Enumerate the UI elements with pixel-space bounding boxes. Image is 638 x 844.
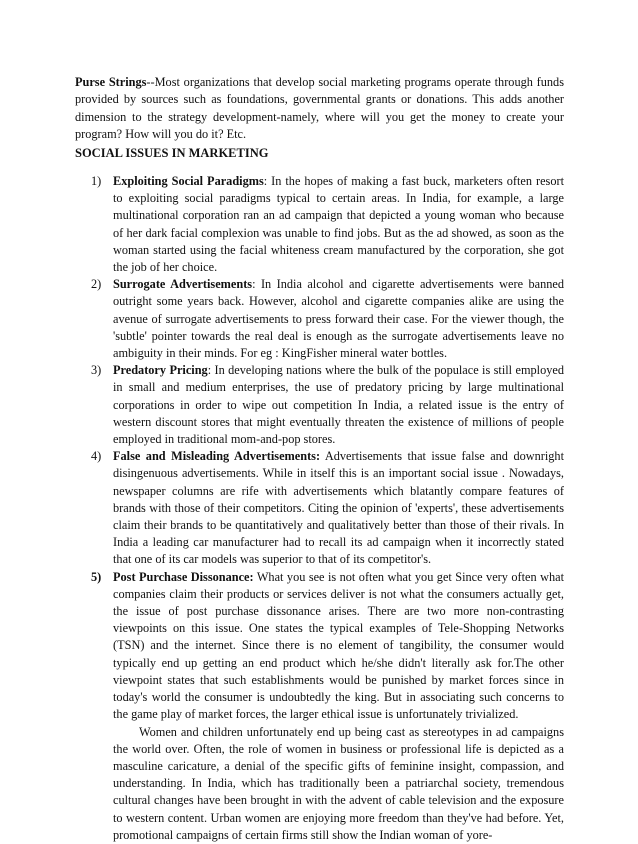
issue-item-4 (75, 448, 564, 568)
issue-continuation-paragraph: Women and children unfortunately end up being cast as stereotypes in ad campaigns the world over. Often, the role of women in business or professional life is depicted as a masculine caricature, a denial of the specific gifts of feminine insight, compassion, and understanding. In India, which has traditionally been a patriarchal society, tremendous cultural changes have been brought in with the advent of cable television and the exposure to western content. Urban women are enjoying more freedom than they've had before. Yet, promotional campaigns of certain firms still show the Indian woman of yore- (113, 724, 564, 842)
issue-title: Exploiting Social Paradigms (113, 174, 264, 188)
issue-number: 5) (91, 569, 102, 584)
issue-title: Post Purchase Dissonance: (113, 569, 254, 584)
issue-title: Predatory Pricing (113, 363, 208, 378)
issue-text: What you see is not often what you get Since very often what companies claim their products or services deliver is not what the consumers actually get, the issue of post purchase dissonance arises. There are two more non-contrasting viewpoints on this issue. One states the typical examples of Tele-Shopping Networks (TSN) and the internet. Since there is no element of tangibility, the consumer would typically end up getting an end product which he/she didn't literally ask for.The other viewpoint states that such establishments would be punished by market forces since in today's world the consumer is undoubtedly the king. But in associating such concerns to the game play of market forces, the larger ethical issue is unfortunately trivialized. (113, 569, 564, 722)
intro-text: --Most organizations that develop social marketing programs operate through funds provided by sources such as foundations, governmental grants or donations. This adds another dimension to the strategy development-namely, where will you get the money to create your program? How will you do it? Etc. (75, 75, 564, 142)
issue-item-1 (75, 173, 564, 276)
issue-text: : In the hopes of making a fast buck, marketers often resort to exploiting social paradigms typical to certain areas. In India, for example, a large multinational corporation ran an ad campaign that depicted a young woman who because of her dark facial complexion was unable to find jobs. But as the ad showed, as soon as the woman started using the facial whiteness cream manufactured by the corporation, she got the job of her choice. (113, 174, 564, 275)
issue-text: : In India alcohol and cigarette advertisements were banned outright some years back. However, alcohol and cigarette companies alike are using the avenue of surrogate advertisements to press forward their case. For the viewer though, the 'subtle' pointer towards the real deal is enough as the surrogate advertisements leave no ambiguity in their minds. For eg : KingFisher mineral water bottles. (113, 277, 564, 361)
issue-title: False and Misleading Advertisements: (113, 449, 321, 464)
issue-number: 2) (91, 277, 102, 292)
issue-number: 1) (91, 174, 102, 188)
issue-text: : In developing nations where the bulk of the populace is still employed in small and medium enterprises, the use of predatory pricing by large multinational corporations in order to wipe out competition In India, a related issue is the entry of western discount stores that might eventually threaten the existence of millions of people employed in traditional mom-and-pop stores. (113, 363, 564, 447)
issue-item-2 (75, 276, 564, 362)
issue-number: 4) (91, 449, 102, 464)
intro-paragraph (75, 74, 564, 144)
issues-list (75, 173, 564, 844)
intro-title: Purse Strings (75, 75, 147, 89)
issue-item-3 (75, 362, 564, 448)
issue-text: Advertisements that issue false and downright disingenuous advertisements. While in itself this is an important social issue . Nowadays, newspaper columns are rife with advertisements which blatantly compare features of brands with those of their competitors. Citing the opinion of 'experts', these advertisements claim their brands to be quantitatively and qualitatively better than those of their rivals. In India a leading car manufacturer had to recall its ad campaign when it incorrectly stated that one of its car models was superior to that of its competitor's. (113, 449, 564, 567)
section-title: SOCIAL ISSUES IN MARKETING (75, 146, 269, 160)
issue-title: Surrogate Advertisements (113, 277, 253, 292)
issue-item-5 (75, 569, 564, 844)
issue-number: 3) (91, 363, 102, 378)
